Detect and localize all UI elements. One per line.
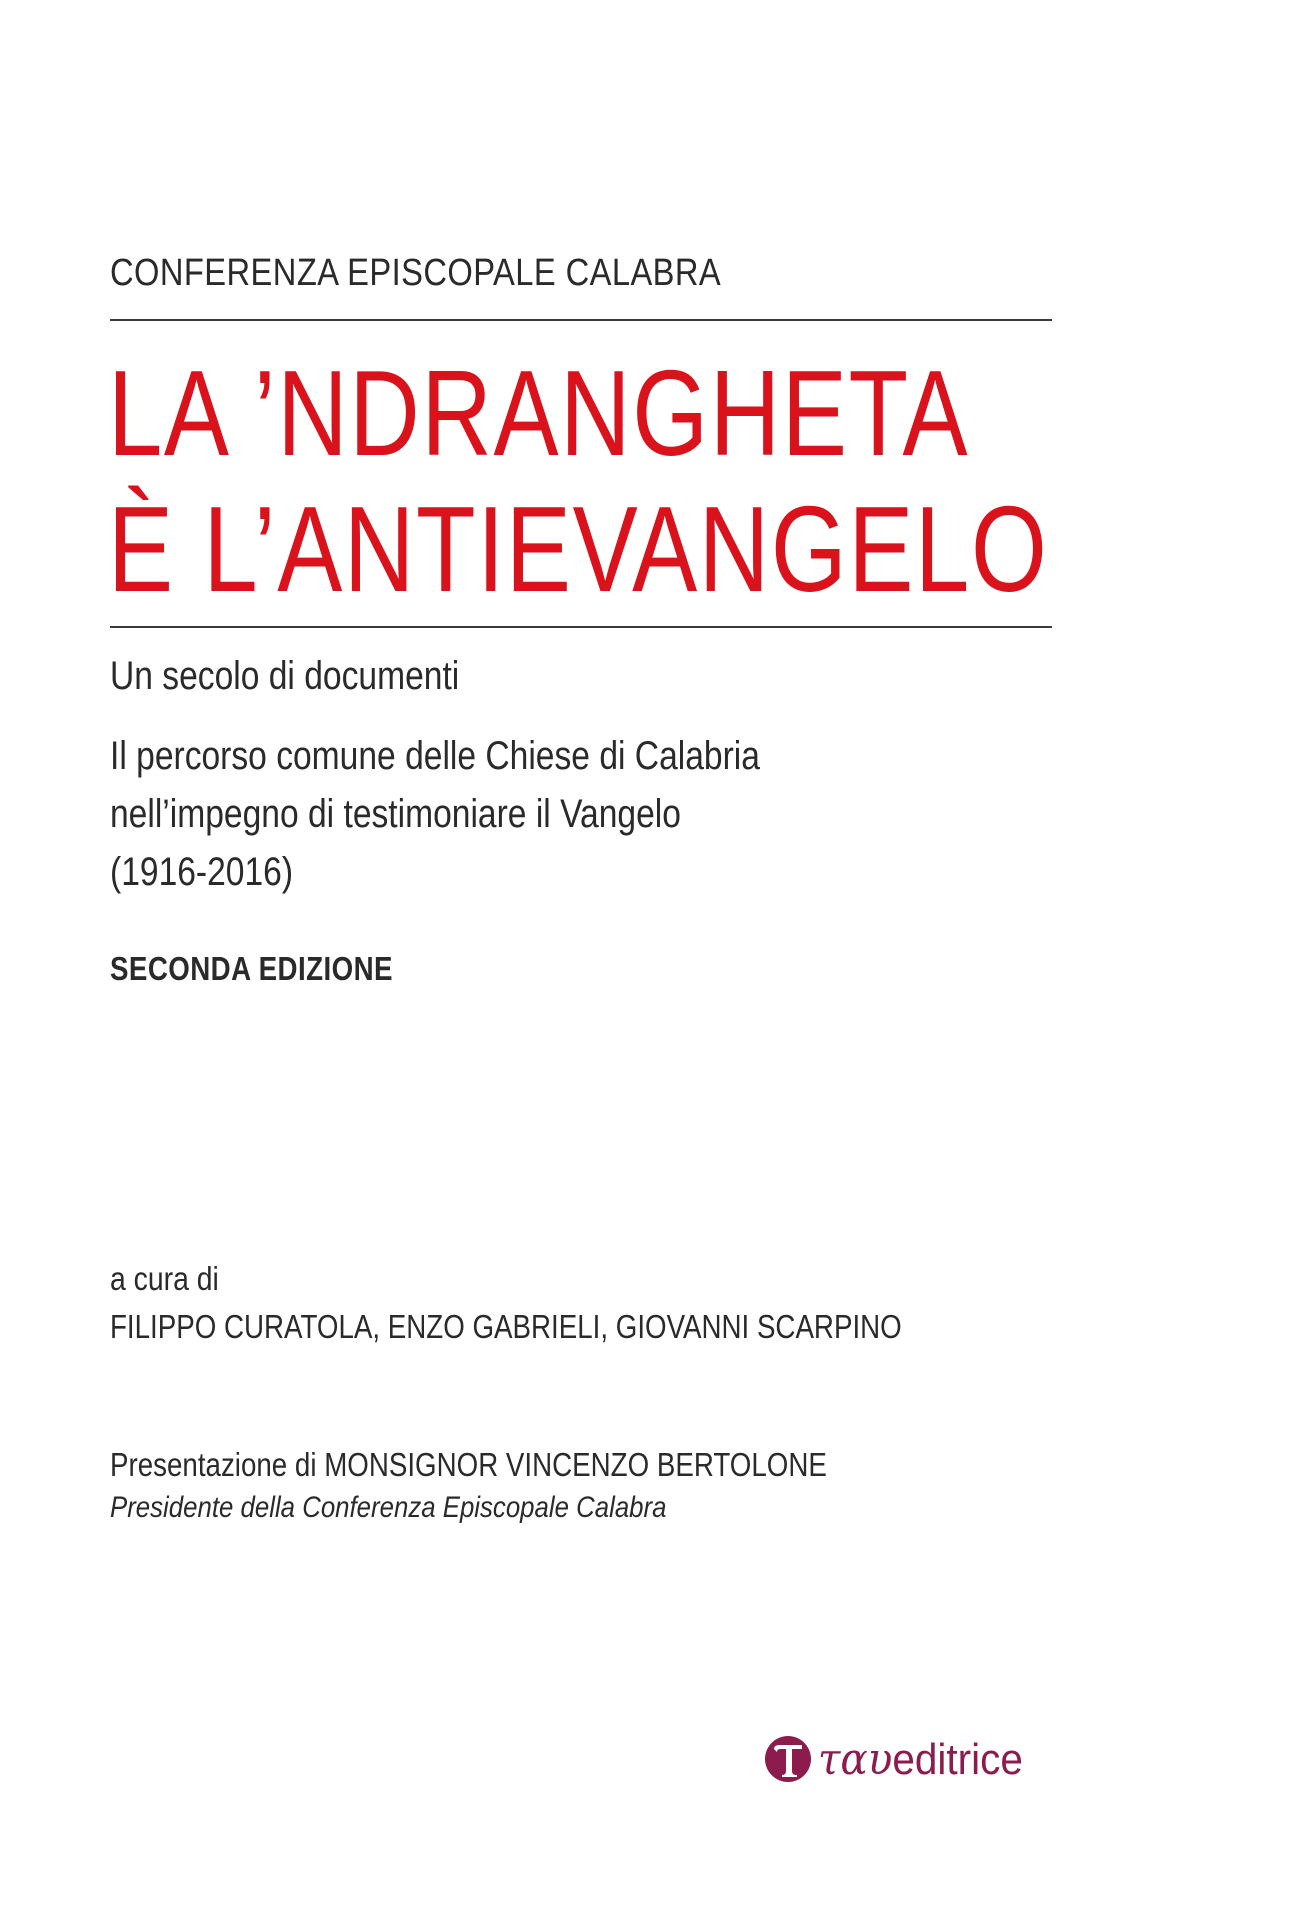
publisher-name	[818, 1731, 1041, 1789]
description-line-1: Il percorso comune delle Chiese di Calabria	[110, 734, 760, 778]
book-title-line-1: LA ’NDRANGHETA	[108, 345, 970, 481]
presenter-role: Presidente della Conferenza Episcopale Calabra	[110, 1491, 667, 1524]
publisher-logo	[764, 1731, 1054, 1789]
publisher-word: editrice	[892, 1735, 1023, 1784]
organization-name: CONFERENZA EPISCOPALE CALABRA	[110, 252, 722, 294]
curators-names: FILIPPO CURATOLA, ENZO GABRIELI, GIOVANNI SCARPINO	[110, 1308, 902, 1345]
presentation-prefix: Presentazione di	[110, 1446, 317, 1483]
presentation-line	[110, 1446, 963, 1484]
tau-logo-icon	[764, 1735, 812, 1783]
bottom-divider	[110, 626, 1052, 628]
edition-label: SECONDA EDIZIONE	[110, 950, 393, 987]
curators-label: a cura di	[110, 1260, 219, 1297]
publisher-greek: ταυ	[818, 1734, 893, 1785]
description-line-2: nell’impegno di testimoniare il Vangelo	[110, 792, 681, 836]
top-divider	[110, 319, 1052, 321]
presenter-name: MONSIGNOR VINCENZO BERTOLONE	[324, 1446, 827, 1483]
book-title-line-2: È L’ANTIEVANGELO	[108, 481, 1049, 617]
description-line-3: (1916-2016)	[110, 850, 294, 894]
subtitle: Un secolo di documenti	[110, 654, 460, 698]
